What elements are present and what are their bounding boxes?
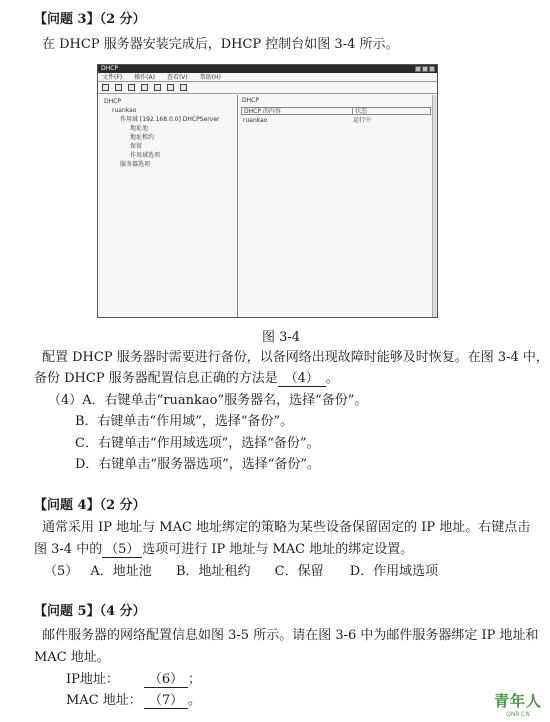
- question-3-intro: 在 DHCP 服务器安装完成后，DHCP 控制台如图 3-4 所示。: [42, 37, 399, 52]
- figure-detail-pane: [239, 95, 437, 318]
- back-icon: [102, 84, 109, 91]
- option-4d: D．右键单击“服务器选项”，选择“备份”。: [75, 457, 321, 472]
- tree-reservations: 保留: [130, 143, 143, 150]
- question-4-line2: 图 3-4 中的 （5） 选项可进行 IP 地址与 MAC 地址的绑定设置。: [34, 538, 413, 558]
- detail-row: [241, 117, 431, 125]
- option-5d: D．作用域选项: [349, 564, 439, 579]
- row-name: ruankao: [243, 117, 268, 124]
- figure-toolbar: [98, 82, 437, 94]
- question-3-body-line2: 备份 DHCP 服务器配置信息正确的方法是 （4） 。: [34, 367, 339, 387]
- up-icon: [128, 84, 135, 91]
- answer-blank-5: （5）: [102, 538, 142, 558]
- site-watermark-logo: 青年人 QNR.CN: [493, 692, 542, 718]
- figure-menubar: [98, 73, 437, 82]
- menu-view: 查看(V): [166, 74, 188, 81]
- tree-address-pool: 地址池: [130, 125, 149, 132]
- answer-blank-6: （6）: [144, 668, 188, 688]
- figure-window-buttons: [415, 66, 435, 72]
- col-name: DHCP 的内容: [242, 108, 353, 114]
- tree-server: ruankao: [112, 107, 137, 114]
- ip-address-line: IP地址： （6） ；: [66, 668, 201, 688]
- tree-root: DHCP: [104, 98, 121, 105]
- properties-icon: [141, 84, 148, 91]
- export-icon: [167, 84, 174, 91]
- tree-address-leases: 地址租约: [130, 134, 155, 141]
- answer-blank-7: （7）: [144, 689, 188, 709]
- tree-scope-options: 作用域选项: [130, 152, 161, 159]
- tree-server-options: 服务器选项: [120, 161, 151, 168]
- question-4-options: （5） A．地址池 B．地址租约 C．保留 D．作用域选项: [44, 564, 439, 579]
- figure-scrollbar: [432, 95, 437, 318]
- question-5-header: 【问题 5】（4 分）: [34, 604, 146, 619]
- question-3-header: 【问题 3】（2 分）: [34, 12, 146, 27]
- option-5a: A．地址池: [90, 564, 152, 579]
- menu-action: 操作(A): [134, 74, 155, 81]
- ip-address-label: IP地址：: [66, 672, 119, 687]
- option-5c: C．保留: [274, 564, 324, 579]
- figure-titlebar: DHCP: [98, 65, 437, 73]
- question-4-header: 【问题 4】（2 分）: [34, 498, 146, 513]
- option-4c: C．右键单击“作用域选项”，选择“备份”。: [75, 436, 320, 451]
- mac-address-line: MAC 地址： （7） 。: [66, 689, 201, 709]
- menu-file: 文件(F): [102, 74, 123, 81]
- question-3-body-line1: 配置 DHCP 服务器时需要进行备份，以备网络出现故障时能够及时恢复。在图 3-4 中，: [42, 350, 549, 365]
- option-4a: （4）A．右键单击“ruankao”服务器名，选择“备份”。: [48, 393, 368, 408]
- mac-address-label: MAC 地址：: [66, 693, 142, 708]
- question-5-line1: 邮件服务器的网络配置信息如图 3-5 所示。请在图 3-6 中为邮件服务器绑定 IP 地址和: [42, 628, 539, 643]
- detail-column-headers: [241, 107, 431, 115]
- option-5b: B．地址租约: [175, 564, 251, 579]
- figure-tree-pane: [98, 95, 238, 318]
- tree-scope: 作用域 [192.168.0.0] DHCPServer: [120, 116, 220, 123]
- answer-blank-4: （4）: [278, 367, 326, 387]
- row-status: 运行中: [353, 117, 372, 124]
- help-icon: [180, 84, 187, 91]
- question-4-line1: 通常采用 IP 地址与 MAC 地址绑定的策略为某些设备保留固定的 IP 地址。右键点击: [42, 520, 531, 535]
- forward-icon: [115, 84, 122, 91]
- menu-help: 帮助(H): [199, 74, 221, 81]
- figure-caption: 图 3-4: [262, 330, 301, 345]
- refresh-icon: [154, 84, 161, 91]
- question-5-line2: MAC 地址。: [34, 650, 110, 665]
- detail-title: DHCP: [242, 97, 259, 104]
- col-status: 状态: [355, 108, 368, 115]
- option-4b: B．右键单击“作用域”，选择“备份”。: [75, 414, 294, 429]
- dhcp-console-figure: [97, 64, 438, 318]
